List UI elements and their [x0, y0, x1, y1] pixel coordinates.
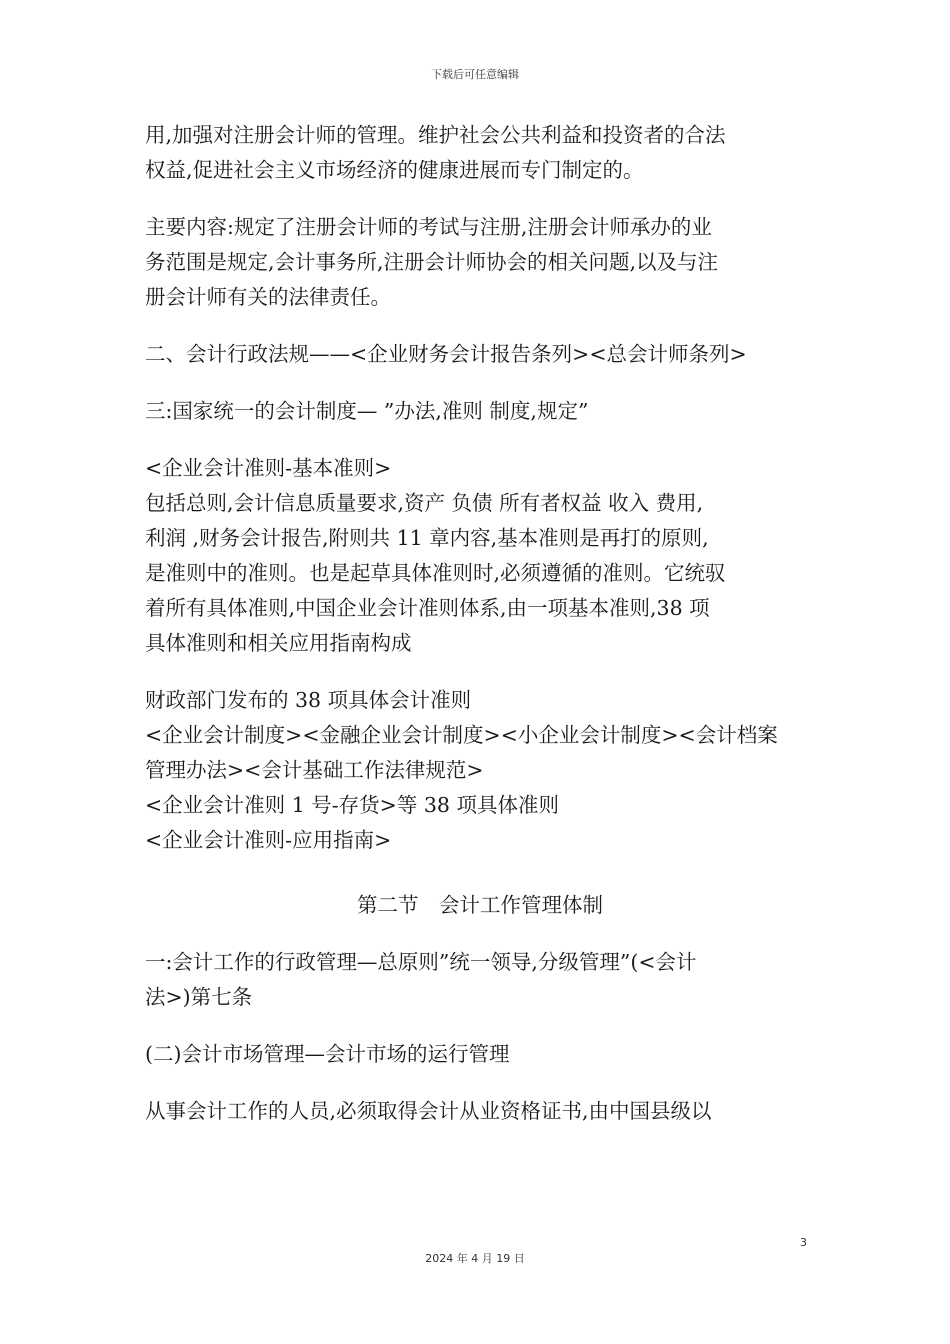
text-line: 册会计师有关的法律责任。 — [145, 285, 391, 309]
paragraph — [145, 337, 815, 372]
paragraph — [145, 394, 815, 429]
text-line: 具体准则和相关应用指南构成 — [145, 631, 412, 655]
paragraph — [145, 1037, 815, 1072]
text-line: 务范围是规定,会计事务所,注册会计师协会的相关问题,以及与注 — [145, 250, 719, 274]
text-line: 包括总则,会计信息质量要求,资产 负债 所有者权益 收入 费用, — [145, 491, 704, 515]
section-title: 第二节 会计工作管理体制 — [357, 893, 603, 917]
text-line: 权益,促进社会主义市场经济的健康进展而专门制定的。 — [145, 158, 644, 182]
paragraph — [145, 1094, 815, 1129]
page-number: 3 — [800, 1236, 807, 1249]
text-line: (二)会计市场管理—会计市场的运行管理 — [145, 1042, 510, 1066]
text-line: 管理办法><会计基础工作法律规范> — [145, 758, 484, 782]
text-line: 主要内容:规定了注册会计师的考试与注册,注册会计师承办的业 — [145, 215, 712, 239]
text-line: <企业会计准则-基本准则> — [145, 456, 392, 480]
text-line: 利润 ,财务会计报告,附则共 11 章内容,基本准则是再打的原则, — [145, 526, 709, 550]
page-header: 下载后可任意编辑 — [431, 68, 519, 81]
text-line: 法>)第七条 — [145, 985, 253, 1009]
text-line: 一:会计工作的行政管理—总原则”统一领导,分级管理”(<会计 — [145, 950, 697, 974]
text-line: <企业会计制度><金融企业会计制度><小企业会计制度><会计档案 — [145, 723, 778, 747]
text-line: <企业会计准则-应用指南> — [145, 828, 392, 852]
text-line: 财政部门发布的 38 项具体会计准则 — [145, 688, 472, 712]
text-line: 从事会计工作的人员,必须取得会计从业资格证书,由中国县级以 — [145, 1099, 712, 1123]
paragraph — [145, 683, 815, 858]
text-line: 二、会计行政法规——<企业财务会计报告条列><总会计师条列> — [145, 342, 747, 366]
text-line: 三:国家统一的会计制度— ”办法,准则 制度,规定” — [145, 399, 589, 423]
paragraph — [145, 945, 815, 1015]
footer-date: 2024 年 4 月 19 日 — [425, 1252, 525, 1265]
text-line: <企业会计准则 1 号-存货>等 38 项具体准则 — [145, 793, 559, 817]
document-body — [145, 118, 815, 1129]
paragraph — [145, 451, 815, 661]
paragraph — [145, 118, 815, 188]
text-line: 是准则中的准则。也是起草具体准则时,必须遵循的准则。它统驭 — [145, 561, 726, 585]
text-line: 用,加强对注册会计师的管理。维护社会公共利益和投资者的合法 — [145, 123, 726, 147]
paragraph — [145, 210, 815, 315]
text-line: 着所有具体准则,中国企业会计准则体系,由一项基本准则,38 项 — [145, 596, 710, 620]
